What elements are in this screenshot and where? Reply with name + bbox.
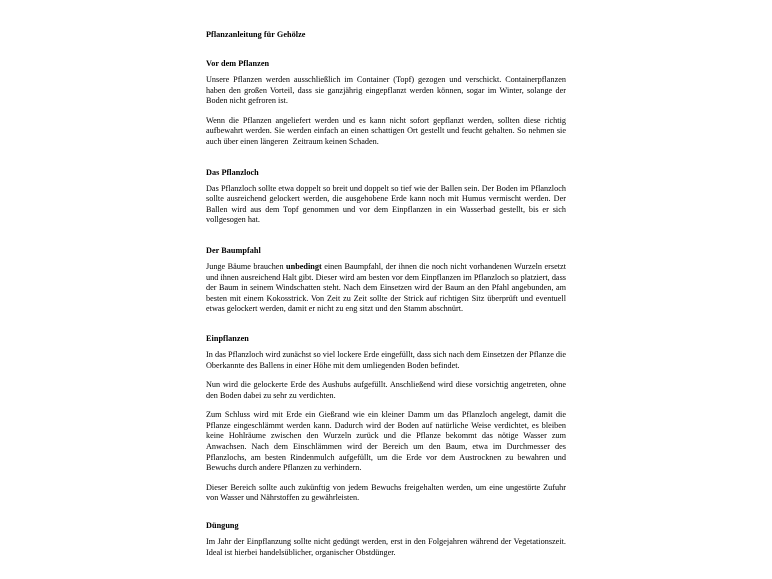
heading-der-baumpfahl: Der Baumpfahl	[206, 245, 261, 255]
heading-einpflanzen: Einpflanzen	[206, 333, 249, 343]
paragraph	[206, 261, 569, 315]
paragraph: Wenn die Pflanzen angeliefert werden und es kann nicht sofort gepflanzt werden, sollten diese richtig aufbewahrt werden. Sie werden einfach an einen schattigen Ort gestellt und feucht gehalten. So nehmen sie auch über einen längeren Zeitraum keinen Schaden.	[206, 115, 569, 146]
paragraph: In das Pflanzloch wird zunächst so viel lockere Erde eingefüllt, dass sich nach dem Einsetzen der Pflanze die Oberkannte des Ballens in einer Höhe mit dem umliegenden Boden befindet.	[206, 349, 569, 370]
emphasis-unbedingt: unbedingt	[286, 261, 322, 271]
section-duengung	[206, 520, 569, 558]
paragraph: Zum Schluss wird mit Erde ein Gießrand wie ein kleiner Damm um das Pflanzloch angelegt, damit die Pflanze eingeschlämmt werden kann. Dadurch wird der Boden auf natürliche Weise verdichtet, es bleiben keine Hohlräume zwischen den Wurzeln zurück und die Pflanze bekommt das nötige Wasser zum Anwachsen. Nach dem Einschlämmen wird der Bereich um den Baum, etwa im Durchmesser des Pflanzlochs, am besten Rindenmulch aufgefüllt, um die Erde vor dem Austrocknen zu bewahren und Bewuchs durch andere Pflanzen zu verhindern.	[206, 410, 569, 473]
section-einpflanzen	[206, 333, 569, 504]
paragraph: Unsere Pflanzen werden ausschließlich im Container (Topf) gezogen und verschickt. Containerpflanzen haben den großen Vorteil, dass sie ganzjährig eingepflanzt werden können, sogar im Winter, solange der Boden nicht gefroren ist.	[206, 75, 569, 106]
paragraph: Im Jahr der Einpflanzung sollte nicht gedüngt werden, erst in den Folgejahren während der Vegetationszeit. Ideal ist hierbei handelsüblicher, organischer Obstdünger.	[206, 537, 569, 557]
paragraph: Dieser Bereich sollte auch zukünftig von jedem Bewuchs freigehalten werden, um eine ungestörte Zufuhr von Wasser und Nährstoffen zu gewährleisten.	[206, 482, 569, 503]
paragraph-lead-text: Junge Bäume brauchen	[206, 261, 287, 271]
heading-vor-dem-pflanzen: Vor dem Pflanzen	[206, 59, 270, 68]
page-title: Pflanzanleitung für Gehölze	[206, 30, 306, 39]
heading-duengung: Düngung	[206, 521, 239, 531]
document-body	[206, 29, 569, 558]
section-vor-dem-pflanzen	[206, 58, 569, 148]
paragraph: Das Pflanzloch sollte etwa doppelt so breit und doppelt so tief wie der Ballen sein. Der Boden im Pflanzloch sollte ausreichend gelockert werden, die ausgehobene Erde kann noch mit Humus vermischt werden. Der Ballen wird aus dem Topf genommen und vor dem Einpflanzen in ein Wasserbad gestellt, bis er sich vollgesogen hat.	[206, 183, 569, 225]
heading-das-pflanzloch: Das Pflanzloch	[206, 167, 259, 177]
paragraph-rest-text: einen Baumpfahl, der ihnen die noch nicht vorhandenen Wurzeln ersetzt und ihnen ausreichend Halt gibt. Dieser wird am besten vor dem Einpflanzen im Pflanzloch so platziert, dass der Baum in seinem Windschatten steht. Nach dem Einsetzen wird der Baum an den Pfahl angebunden, am besten mit einem Kokosstrick. Von Zeit zu Zeit sollte der Strick auf richtigen Sitz überprüft und eventuell etwas gelockert werden, damit er nicht zu eng sitzt und den Stamm abschnürt.	[206, 261, 569, 314]
section-das-pflanzloch	[206, 167, 569, 226]
paragraph: Nun wird die gelockerte Erde des Aushubs aufgefüllt. Anschließend wird diese vorsichtig angetreten, ohne den Boden dabei zu sehr zu verdichten.	[206, 380, 569, 400]
section-der-baumpfahl	[206, 245, 569, 315]
